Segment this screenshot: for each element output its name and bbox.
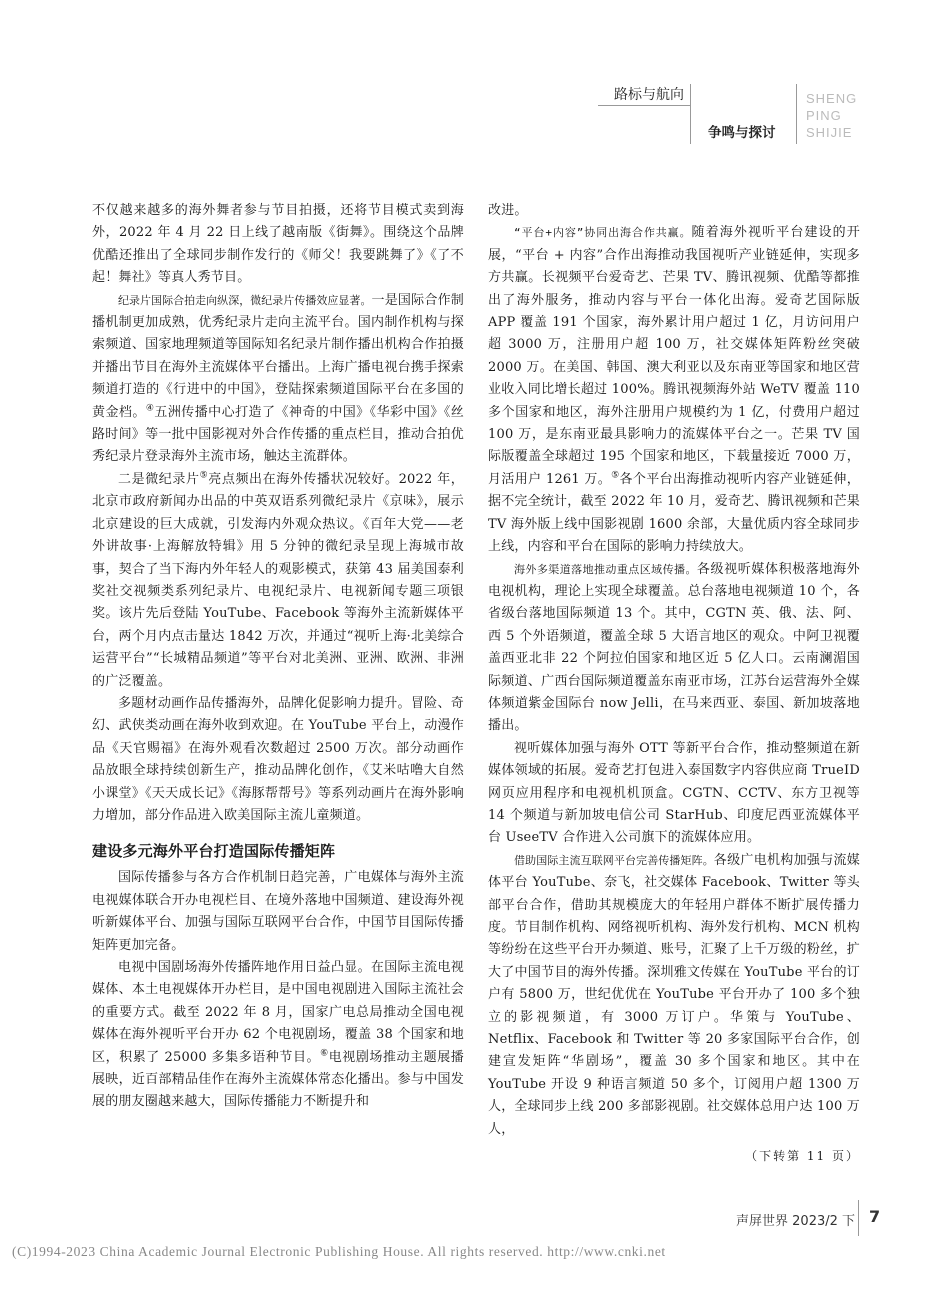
- header-rule-vertical: [690, 84, 691, 144]
- continued-paragraph: [92, 200, 464, 290]
- paragraph-text: 一是国际合作制播机制更加成熟，优秀纪录片走向主流平台。国内制作机构与探索频道、国家地理频道等国际知名纪录片制作播出机构合作拍摄并播出节目在海外主流媒体平台播出。上海广播电视台携手探索频道打造的《行进中的中国》，登陆探索频道国际平台在多国的黄金档。: [92, 292, 465, 420]
- section-title: 路标与航向: [614, 87, 684, 103]
- body-paragraph: [488, 222, 860, 558]
- body-paragraph: [488, 738, 860, 850]
- body-paragraph: [92, 867, 464, 957]
- logo-line: PING: [806, 108, 842, 123]
- paragraph-text: 改进。: [488, 203, 528, 218]
- paragraph-text: 五洲传播中心打造了《神奇的中国》《华彩中国》《丝路时间》等一批中国影视对外合作传播的重点栏目，推动合拍优秀纪录片登录海外主流市场，触达主流群体。: [92, 404, 464, 465]
- paragraph-text: 亮点频出在海外传播状况较好。2022 年，北京市政府新闻办出品的中英双语系列微纪录片《京味》，展示北京建设的巨大成就，引发海内外观众热议。《百年大党——老外讲故事·上海解放特辑》用 5 分钟的微纪录呈现上海城市故事，契合了当下海内外年轻人的观影模式，获第 43 届美国泰利奖社交视频类系列纪录片、电视纪录片、电视新闻专题三项银奖。该片先后登陆 YouTube、Facebook 等海外主流新媒体平台，两个月内点击量达 1842 万次，并通过“视听上海·北美综合运营平台”“长城精品频道”等平台对北美洲、亚洲、欧洲、非洲的广泛覆盖。: [92, 471, 464, 689]
- subsection-title: 争鸣与探讨: [708, 125, 776, 141]
- footer-journal: [736, 1210, 855, 1229]
- left-column: [92, 200, 464, 1114]
- header-rule-logo: [796, 84, 797, 144]
- page-number: 7: [869, 1207, 881, 1226]
- footnote-marker: ⑤: [611, 470, 620, 481]
- header-rule-horizontal: [598, 105, 690, 106]
- journal-logo: [806, 90, 857, 141]
- footnote-marker: ⑤: [199, 470, 209, 481]
- copyright-line: (C)1994-2023 China Academic Journal Electronic Publishing House. All rights reserved. http://www.cnki.net: [12, 1244, 666, 1259]
- footer-rule-vertical: [858, 1200, 859, 1236]
- paragraph-text: 不仅越来越多的海外舞者参与节目拍摄，还将节目模式卖到海外，2022 年 4 月 22 日上线了越南版《街舞》。围绕这个品牌优酷还推出了全球同步制作发行的《师父！我要跳舞了》《了不起！舞社》等真人秀节目。: [92, 203, 464, 286]
- lead-phrase: 借助国际主流互联网平台完善传播矩阵。: [514, 853, 714, 867]
- paragraph-text: 国际传播参与各方合作机制日趋完善，广电媒体与海外主流电视媒体联合开办电视栏目、在境外落地中国频道、建设海外视听新媒体平台、加强与国际互联网平台合作，中国节目国际传播矩阵更加完备。: [92, 870, 464, 953]
- body-paragraph: [488, 850, 860, 1141]
- issue-label: 2023/2 下: [792, 1214, 856, 1229]
- footnote-marker: ⑥: [320, 1048, 329, 1059]
- lead-phrase: “平台+内容”协同出海合作共赢。: [514, 226, 692, 240]
- paragraph-text: 电视剧场推动主题展播展映，近百部精品佳作在海外主流媒体常态化播出。参与中国发展的朋友圈越来越大，国际传播能力不断提升和: [92, 1049, 464, 1110]
- paragraph-text: 视听媒体加强与海外 OTT 等新平台合作，推动整频道在新媒体领域的拓展。爱奇艺打包进入泰国数字内容供应商 TrueID 网页应用程序和电视机机顶盒。CGTN、CCTV、东方卫视等 14 个频道与新加坡电信公司 StarHub、印度尼西亚流媒体平台 UseeTV 合作进入公司旗下的流媒体应用。: [488, 740, 860, 846]
- journal-name: 声屏世界: [736, 1214, 789, 1229]
- continued-paragraph: [488, 200, 860, 222]
- logo-line: SHIJIE: [806, 125, 853, 140]
- body-paragraph: [92, 469, 464, 693]
- body-paragraph: [488, 559, 860, 738]
- body-paragraph: [92, 693, 464, 827]
- body-paragraph: [92, 290, 464, 469]
- paragraph-text: 随着海外视听平台建设的开展，“平台 + 内容”合作出海推动我国视听产业链延伸，实现多方共赢。长视频平台爱奇艺、芒果 TV、腾讯视频、优酷等都推出了海外服务，推动内容与平台一体化出海。爱奇艺国际版 APP 覆盖 191 个国家，海外累计用户超过 1 亿，月访问用户超 3000 万，注册用户超 100 万，社交媒体矩阵粉丝突破 2000 万。在美国、韩国、澳大利亚以及东南亚等国家和地区营业收入同比增长超过 100%。腾讯视频海外站 WeTV 覆盖 110 多个国家和地区，海外注册用户规模约为 1 亿，付费用户超过 100 万，是东南亚最具影响力的流媒体平台之一。芒果 TV 国际版覆盖全球超过 195 个国家和地区，下载量接近 7000 万，月活用户 1261 万。: [488, 225, 860, 487]
- paragraph-text: 各个平台出海推动视听内容产业链延伸，据不完全统计，截至 2022 年 10 月，爱奇艺、腾讯视频和芒果 TV 海外版上线中国影视剧 1600 余部，大量优质内容全球同步上线，内容和平台在国际的影响力持续放大。: [488, 471, 860, 555]
- paragraph-text: 二是微纪录片: [118, 471, 200, 487]
- continued-on-note: [488, 1145, 860, 1167]
- paragraph-text: 各级广电机构加强与流媒体平台 YouTube、奈飞，社交媒体 Facebook、Twitter 等头部平台合作，借助其规模庞大的年轻用户群体不断扩展传播力度。节目制作机构、网络视听机构、海外发行机构、MCN 机构等纷纷在这些平台开办频道、账号，汇聚了上千万级的粉丝，扩大了中国节目的海外传播。深圳雅文传媒在 YouTube 平台的订户有 5800 万，世纪优优在 YouTube 平台开办了 100 多个独立的影视频道，有 3000 万订户。华策与 YouTube、Netflix、Facebook 和 Twitter 等 20 多家国际平台合作，创建宣发矩阵“华剧场”，覆盖 30 多个国家和地区。其中在 YouTube 开设 9 种语言频道 50 多个，订阅用户超 1300 万人，全球同步上线 200 多部影视剧。社交媒体总用户达 100 万人，: [488, 852, 860, 1137]
- body-paragraph: [92, 957, 464, 1114]
- paragraph-text: 多题材动画作品传播海外，品牌化促影响力提升。冒险、奇幻、武侠类动画在海外收到欢迎。在 YouTube 平台上，动漫作品《天官赐福》在海外观看次数超过 2500 万次。部分动画作品放眼全球持续创新生产，推动品牌化创作，《艾米咕噜大自然小课堂》《天天成长记》《海豚帮帮号》等系列动画片在海外影响力增加，部分作品进入欧美国际主流儿童频道。: [92, 695, 464, 823]
- logo-line: SHENG: [806, 91, 858, 106]
- right-column: [488, 200, 860, 1167]
- lead-phrase: 海外多渠道落地推动重点区域传播。: [514, 562, 697, 576]
- lead-phrase: 纪录片国际合拍走向纵深，微纪录片传播效应显著。: [118, 293, 372, 307]
- section-heading: 建设多元海外平台打造国际传播矩阵: [92, 842, 336, 861]
- footnote-marker: ④: [145, 403, 155, 414]
- paragraph-text: 各级视听媒体积极落地海外电视机构，理论上实现全球覆盖。总台落地电视频道 10 个，各省级台落地国际频道 13 个。其中，CGTN 英、俄、法、阿、西 5 个外语频道，覆盖全球 5 大语言地区的观众。中阿卫视覆盖西亚北非 22 个阿拉伯国家和地区近 5 亿人口。云南澜湄国际频道、广西台国际频道覆盖东南亚市场，江苏台运营海外全媒体频道紫金国际台 now Jelli，在马来西亚、泰国、新加坡落地播出。: [488, 561, 860, 734]
- paragraph-text: （下转第 11 页）: [745, 1149, 860, 1164]
- paragraph-text: 电视中国剧场海外传播阵地作用日益凸显。在国际主流电视媒体、本土电视媒体开办栏目，是中国电视剧进入国际主流社会的重要方式。截至 2022 年 8 月，国家广电总局推动全国电视媒体在海外视听平台开办 62 个电视剧场，覆盖 38 个国家和地区，积累了 25000 多集多语种节目。: [92, 960, 464, 1065]
